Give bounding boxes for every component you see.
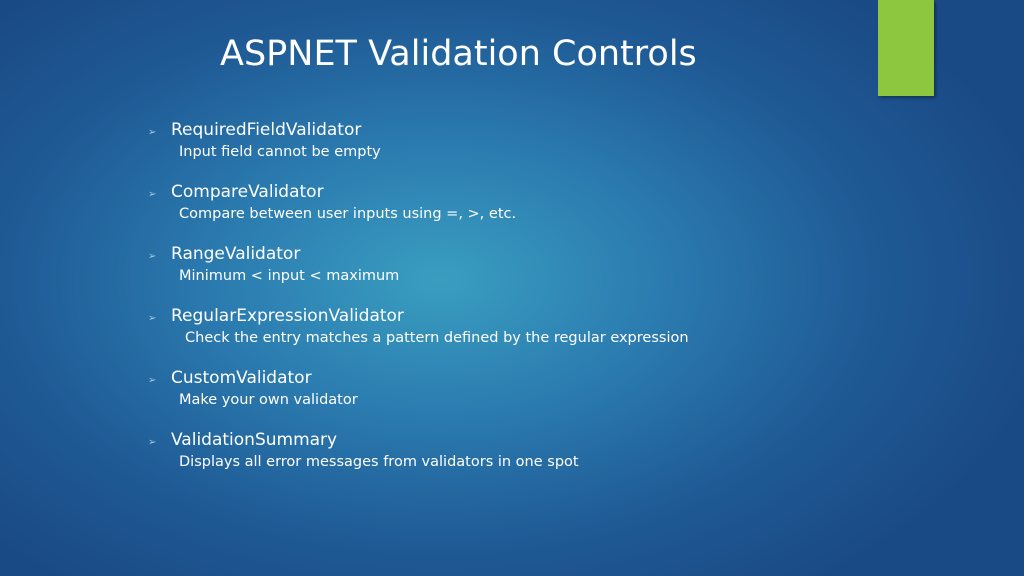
item-title: RequiredFieldValidator [171,120,362,140]
item-description: Minimum < input < maximum [179,268,400,284]
item-description: Displays all error messages from validators in one spot [179,454,579,470]
item-title: RangeValidator [171,244,301,264]
item-title: CustomValidator [171,368,312,388]
arrow-bullet-icon: ➢ [148,251,157,262]
item-title: ValidationSummary [171,430,338,450]
slide-title: ASPNET Validation Controls [220,34,697,74]
item-description: Check the entry matches a pattern defined by the regular expression [185,330,689,346]
item-title: CompareValidator [171,182,324,202]
item-description: Compare between user inputs using =, >, etc. [179,206,517,222]
item-description: Make your own validator [179,392,358,408]
arrow-bullet-icon: ➢ [148,189,157,200]
item-description: Input field cannot be empty [179,144,381,160]
arrow-bullet-icon: ➢ [148,127,157,138]
accent-bar [878,0,934,96]
arrow-bullet-icon: ➢ [148,375,157,386]
item-title: RegularExpressionValidator [171,306,404,326]
arrow-bullet-icon: ➢ [148,437,157,448]
arrow-bullet-icon: ➢ [148,313,157,324]
